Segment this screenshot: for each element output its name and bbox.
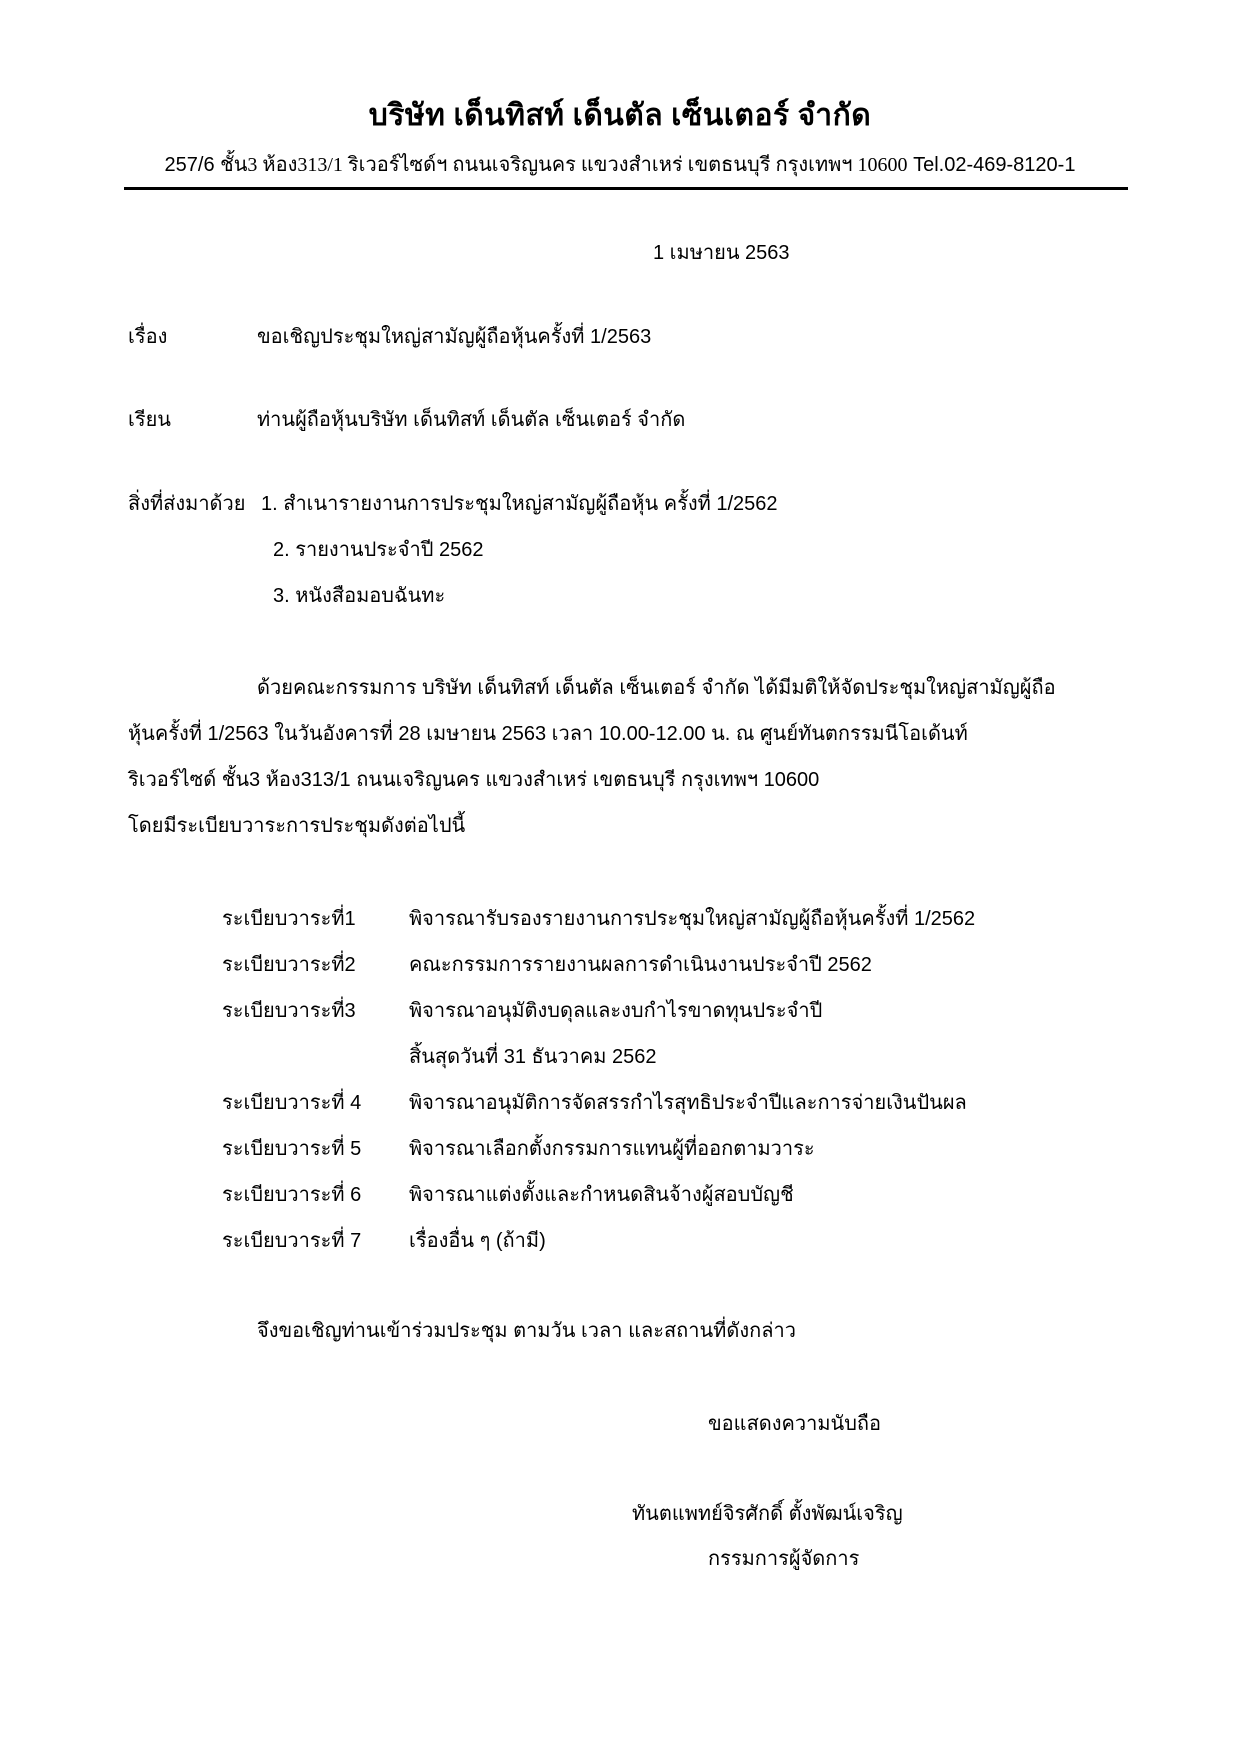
enclosure-item: 3. หนังสือมอบฉันทะ [273, 585, 446, 607]
recipient-label: เรียน [128, 409, 171, 431]
agenda-item-text: พิจารณารับรองรายงานการประชุมใหญ่สามัญผู้ถือหุ้นครั้งที่ 1/2562 [409, 908, 976, 930]
signer-name: ทันตแพทย์จิรศักดิ์ ตั้งพัฒน์เจริญ [632, 1503, 903, 1525]
agenda-item-label: ระเบียบวาระที่3 [222, 1000, 356, 1022]
agenda-item-label: ระเบียบวาระที่2 [222, 954, 356, 976]
company-name: บริษัท เด็นทิสท์ เด็นตัล เซ็นเตอร์ จำกัด [368, 99, 872, 132]
agenda-item-label: ระเบียบวาระที่ 6 [222, 1184, 362, 1206]
agenda-item-text: พิจารณาอนุมัติการจัดสรรกำไรสุทธิประจำปีและการจ่ายเงินปันผล [409, 1092, 967, 1114]
regards: ขอแสดงความนับถือ [708, 1413, 882, 1435]
enclosure-item: 2. รายงานประจำปี 2562 [273, 539, 484, 561]
body-paragraph-line: ด้วยคณะกรรมการ บริษัท เด็นทิสท์ เด็นตัล เซ็นเตอร์ จำกัด ได้มีมติให้จัดประชุมใหญ่สามัญผู้ถือ [257, 677, 1056, 699]
enclosures-label: สิ่งที่ส่งมาด้วย [128, 493, 246, 515]
header-divider [124, 187, 1128, 190]
address-main: ชั้น3 ห้อง313/1 ริเวอร์ไซด์ฯ ถนนเจริญนคร แขวงสำเหร่ เขตธนบุรี กรุงเทพฯ 10600 [220, 154, 908, 176]
letter-date: 1 เมษายน 2563 [653, 242, 790, 264]
address-prefix: 257/6 [164, 154, 215, 176]
body-paragraph-line: โดยมีระเบียบวาระการประชุมดังต่อไปนี้ [128, 815, 466, 837]
subject-label: เรื่อง [128, 326, 168, 348]
agenda-item-text: พิจารณาเลือกตั้งกรรมการแทนผู้ที่ออกตามวาระ [409, 1138, 815, 1160]
agenda-item-text: พิจารณาแต่งตั้งและกำหนดสินจ้างผู้สอบบัญชี [409, 1184, 794, 1206]
agenda-item-label: ระเบียบวาระที่ 7 [222, 1230, 362, 1252]
subject-value: ขอเชิญประชุมใหญ่สามัญผู้ถือหุ้นครั้งที่ 1/2563 [257, 326, 652, 348]
body-paragraph-line: หุ้นครั้งที่ 1/2563 ในวันอังคารที่ 28 เมษายน 2563 เวลา 10.00-12.00 น. ณ ศูนย์ทันตกรรมนีโอเด้นท์ [128, 723, 968, 745]
agenda-item-text: คณะกรรมการรายงานผลการดำเนินงานประจำปี 2562 [409, 954, 872, 976]
agenda-item-label: ระเบียบวาระที่ 4 [222, 1092, 362, 1114]
company-address [0, 148, 1240, 180]
agenda-item-text: เรื่องอื่น ๆ (ถ้ามี) [409, 1230, 546, 1252]
agenda-item-label: ระเบียบวาระที่ 5 [222, 1138, 362, 1160]
agenda-item-text-continued: สิ้นสุดวันที่ 31 ธันวาคม 2562 [409, 1046, 657, 1068]
agenda-item-label: ระเบียบวาระที่1 [222, 908, 356, 930]
enclosure-item: 1. สำเนารายงานการประชุมใหญ่สามัญผู้ถือหุ้น ครั้งที่ 1/2562 [261, 493, 778, 515]
closing-sentence: จึงขอเชิญท่านเข้าร่วมประชุม ตามวัน เวลา และสถานที่ดังกล่าว [257, 1320, 796, 1342]
agenda-item-text: พิจารณาอนุมัติงบดุลและงบกำไรขาดทุนประจำปี [409, 1000, 823, 1022]
recipient-value: ท่านผู้ถือหุ้นบริษัท เด็นทิสท์ เด็นตัล เซ็นเตอร์ จำกัด [257, 409, 686, 431]
signer-title: กรรมการผู้จัดการ [708, 1548, 860, 1570]
address-phone: Tel.02-469-8120-1 [913, 154, 1076, 176]
body-paragraph-line: ริเวอร์ไซด์ ชั้น3 ห้อง313/1 ถนนเจริญนคร แขวงสำเหร่ เขตธนบุรี กรุงเทพฯ 10600 [128, 769, 820, 791]
